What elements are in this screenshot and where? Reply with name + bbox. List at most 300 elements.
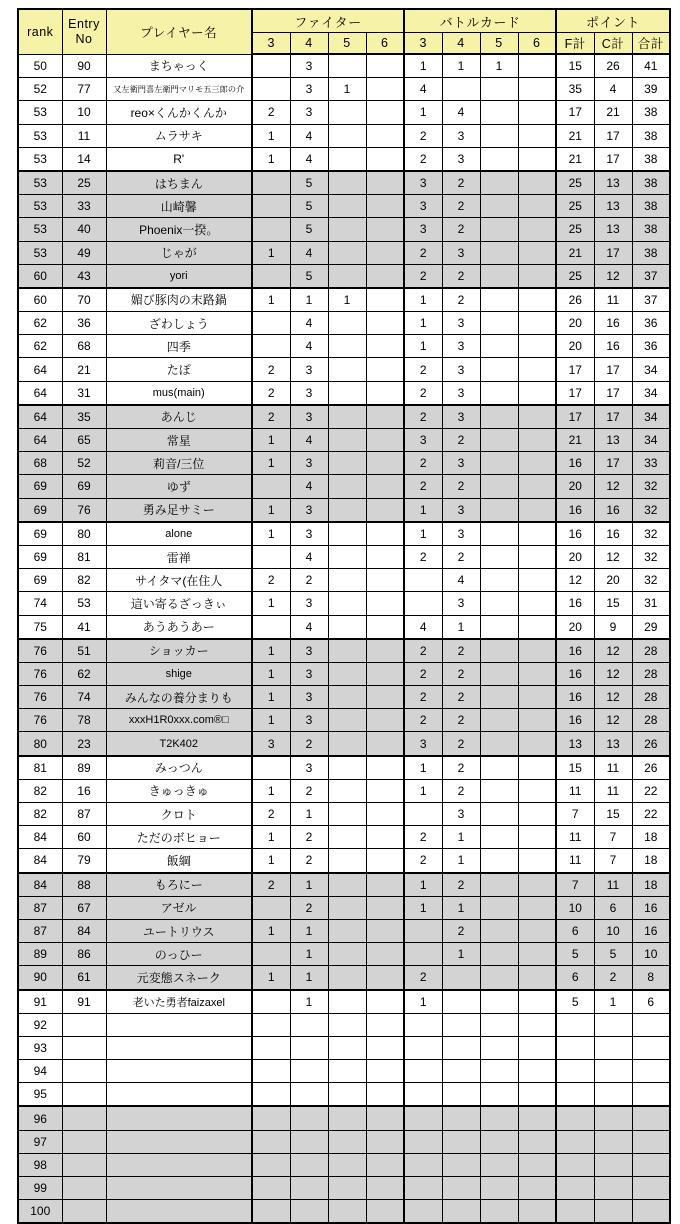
table-row	[18, 686, 670, 709]
cell-battlecard-6	[518, 756, 556, 780]
cell-battlecard-3: 2	[404, 686, 442, 709]
cell-fighter-5	[328, 475, 366, 498]
player-name-text: あうあうあー	[142, 620, 215, 635]
cell-battlecard-6	[518, 919, 556, 942]
column-header-player-name: プレイヤー名	[106, 9, 252, 54]
cell-fighter-5	[328, 381, 366, 405]
cell-rank: 94	[18, 1060, 62, 1083]
cell-fighter-4: 5	[290, 218, 328, 241]
cell-fighter-5	[328, 195, 366, 218]
cell-fighter-6	[366, 686, 404, 709]
cell-fighter-3: 2	[252, 358, 290, 381]
cell-battlecard-5	[480, 1200, 518, 1224]
cell-rank: 100	[18, 1200, 62, 1224]
table-row	[18, 709, 670, 732]
cell-fighter-6	[366, 732, 404, 756]
cell-fighter-total: 21	[556, 124, 594, 147]
cell-fighter-6	[366, 826, 404, 849]
cell-battlecard-5	[480, 288, 518, 312]
cell-fighter-5	[328, 1130, 366, 1153]
cell-entry-no	[62, 1106, 106, 1130]
cell-battlecard-3: 3	[404, 732, 442, 756]
header-group-row	[18, 9, 670, 33]
player-name-text: 勇み足サミー	[142, 503, 215, 518]
cell-fighter-4	[290, 1177, 328, 1200]
cell-fighter-3: 2	[252, 569, 290, 592]
cell-fighter-4: 3	[290, 381, 328, 405]
cell-fighter-total	[556, 1200, 594, 1224]
table-row	[18, 1200, 670, 1224]
player-name-text: shige	[165, 667, 192, 680]
cell-fighter-3: 1	[252, 522, 290, 546]
cell-battlecard-3: 1	[404, 756, 442, 780]
table-row	[18, 429, 670, 452]
cell-fighter-6	[366, 545, 404, 568]
cell-battlecard-5	[480, 1106, 518, 1130]
cell-battlecard-3: 1	[404, 101, 442, 124]
table-row	[18, 1106, 670, 1130]
table-row	[18, 101, 670, 124]
cell-battlecard-4	[442, 966, 480, 990]
cell-battlecard-3	[404, 919, 442, 942]
cell-entry-no: 89	[62, 756, 106, 780]
table-row	[18, 522, 670, 546]
cell-fighter-5	[328, 429, 366, 452]
cell-card-total: 17	[594, 241, 632, 264]
cell-battlecard-5	[480, 124, 518, 147]
cell-battlecard-4: 1	[442, 54, 480, 78]
cell-entry-no: 40	[62, 218, 106, 241]
player-name-text: ただのボヒョー	[136, 830, 221, 845]
cell-battlecard-6	[518, 826, 556, 849]
cell-player-name	[106, 732, 252, 756]
cell-fighter-3	[252, 1060, 290, 1083]
cell-grand-total	[632, 1177, 670, 1200]
cell-battlecard-4: 3	[442, 452, 480, 475]
cell-fighter-4: 3	[290, 452, 328, 475]
cell-battlecard-6	[518, 1200, 556, 1224]
cell-battlecard-4: 3	[442, 124, 480, 147]
cell-battlecard-5	[480, 101, 518, 124]
table-row	[18, 264, 670, 288]
cell-fighter-3: 1	[252, 147, 290, 171]
cell-battlecard-4: 3	[442, 522, 480, 546]
player-name-text: じゃが	[160, 246, 197, 261]
cell-battlecard-5	[480, 358, 518, 381]
player-name-text: 元変態スネーク	[136, 970, 221, 985]
cell-fighter-4: 1	[290, 990, 328, 1014]
cell-fighter-6	[366, 475, 404, 498]
cell-fighter-3	[252, 218, 290, 241]
cell-rank: 69	[18, 498, 62, 522]
cell-card-total: 12	[594, 709, 632, 732]
table-row	[18, 124, 670, 147]
cell-battlecard-6	[518, 241, 556, 264]
table-row	[18, 358, 670, 381]
cell-player-name	[106, 522, 252, 546]
cell-fighter-6	[366, 498, 404, 522]
cell-grand-total: 39	[632, 78, 670, 101]
player-name-text: もろにー	[154, 878, 203, 893]
cell-fighter-5	[328, 264, 366, 288]
cell-card-total: 12	[594, 686, 632, 709]
cell-grand-total	[632, 1036, 670, 1059]
cell-battlecard-6	[518, 429, 556, 452]
cell-battlecard-6	[518, 966, 556, 990]
cell-battlecard-4: 2	[442, 264, 480, 288]
cell-grand-total: 34	[632, 381, 670, 405]
cell-card-total: 21	[594, 101, 632, 124]
cell-battlecard-3: 2	[404, 826, 442, 849]
cell-fighter-4: 2	[290, 732, 328, 756]
table-row	[18, 452, 670, 475]
cell-battlecard-4: 2	[442, 709, 480, 732]
cell-battlecard-4: 2	[442, 732, 480, 756]
cell-battlecard-5	[480, 639, 518, 663]
cell-entry-no: 23	[62, 732, 106, 756]
cell-battlecard-5	[480, 1130, 518, 1153]
cell-battlecard-4: 1	[442, 896, 480, 919]
cell-fighter-6	[366, 405, 404, 429]
player-name-text: 老いた勇者faizaxel	[132, 996, 225, 1009]
cell-fighter-6	[366, 1177, 404, 1200]
cell-grand-total: 28	[632, 709, 670, 732]
table-row	[18, 592, 670, 615]
cell-battlecard-6	[518, 288, 556, 312]
cell-card-total: 12	[594, 639, 632, 663]
cell-card-total: 5	[594, 943, 632, 966]
cell-entry-no: 62	[62, 662, 106, 685]
cell-battlecard-4: 3	[442, 147, 480, 171]
cell-battlecard-4: 2	[442, 873, 480, 897]
cell-battlecard-3	[404, 1060, 442, 1083]
cell-card-total: 17	[594, 124, 632, 147]
cell-fighter-5	[328, 1060, 366, 1083]
cell-fighter-3	[252, 195, 290, 218]
cell-battlecard-5	[480, 756, 518, 780]
cell-fighter-4: 4	[290, 429, 328, 452]
cell-battlecard-3: 3	[404, 171, 442, 195]
cell-grand-total: 32	[632, 522, 670, 546]
player-name-text: Phoenix一揆。	[139, 222, 219, 237]
player-name-text: reo×くんかくんか	[130, 105, 227, 120]
cell-entry-no: 10	[62, 101, 106, 124]
cell-player-name	[106, 218, 252, 241]
cell-grand-total: 22	[632, 803, 670, 826]
cell-fighter-total: 16	[556, 498, 594, 522]
cell-battlecard-3: 2	[404, 966, 442, 990]
cell-battlecard-6	[518, 592, 556, 615]
cell-battlecard-4: 2	[442, 662, 480, 685]
cell-battlecard-4: 4	[442, 101, 480, 124]
table-body	[18, 54, 670, 1223]
cell-battlecard-5	[480, 966, 518, 990]
cell-battlecard-3: 1	[404, 522, 442, 546]
cell-player-name	[106, 78, 252, 101]
cell-battlecard-3: 1	[404, 335, 442, 358]
cell-fighter-6	[366, 709, 404, 732]
table-row	[18, 498, 670, 522]
cell-fighter-6	[366, 1130, 404, 1153]
cell-fighter-4: 3	[290, 54, 328, 78]
cell-battlecard-3: 3	[404, 218, 442, 241]
cell-grand-total: 38	[632, 195, 670, 218]
cell-fighter-5	[328, 686, 366, 709]
cell-battlecard-3: 2	[404, 147, 442, 171]
cell-battlecard-3	[404, 1177, 442, 1200]
cell-fighter-3: 1	[252, 966, 290, 990]
cell-battlecard-5	[480, 264, 518, 288]
cell-fighter-5	[328, 639, 366, 663]
cell-fighter-6	[366, 756, 404, 780]
cell-fighter-4: 3	[290, 639, 328, 663]
cell-rank: 75	[18, 615, 62, 639]
cell-fighter-3	[252, 756, 290, 780]
cell-battlecard-6	[518, 873, 556, 897]
cell-fighter-5	[328, 405, 366, 429]
player-name-text: 山崎馨	[160, 199, 197, 214]
cell-player-name	[106, 1013, 252, 1036]
cell-battlecard-6	[518, 405, 556, 429]
cell-player-name	[106, 498, 252, 522]
cell-fighter-6	[366, 592, 404, 615]
cell-battlecard-4: 2	[442, 171, 480, 195]
cell-fighter-5: 1	[328, 288, 366, 312]
cell-grand-total: 36	[632, 312, 670, 335]
cell-fighter-6	[366, 896, 404, 919]
cell-fighter-total: 15	[556, 756, 594, 780]
cell-player-name	[106, 335, 252, 358]
cell-fighter-4: 5	[290, 195, 328, 218]
table-row	[18, 218, 670, 241]
cell-battlecard-4	[442, 1013, 480, 1036]
player-name-text: アゼル	[160, 901, 197, 916]
cell-entry-no: 81	[62, 545, 106, 568]
cell-fighter-5	[328, 1153, 366, 1176]
cell-entry-no: 78	[62, 709, 106, 732]
cell-fighter-4: 3	[290, 358, 328, 381]
cell-fighter-5	[328, 1083, 366, 1107]
table-row	[18, 943, 670, 966]
cell-entry-no	[62, 1060, 106, 1083]
cell-rank: 60	[18, 288, 62, 312]
cell-fighter-5	[328, 569, 366, 592]
cell-battlecard-3	[404, 1013, 442, 1036]
cell-fighter-5	[328, 849, 366, 873]
cell-battlecard-3: 2	[404, 849, 442, 873]
cell-fighter-5	[328, 171, 366, 195]
cell-player-name	[106, 124, 252, 147]
cell-fighter-3: 1	[252, 826, 290, 849]
cell-fighter-3	[252, 475, 290, 498]
cell-player-name	[106, 147, 252, 171]
cell-battlecard-4: 2	[442, 288, 480, 312]
cell-entry-no: 16	[62, 779, 106, 802]
cell-fighter-4: 4	[290, 615, 328, 639]
cell-fighter-6	[366, 1036, 404, 1059]
cell-grand-total: 38	[632, 171, 670, 195]
cell-fighter-3	[252, 312, 290, 335]
cell-battlecard-5	[480, 1013, 518, 1036]
cell-grand-total: 37	[632, 288, 670, 312]
cell-fighter-5	[328, 990, 366, 1014]
cell-fighter-total: 5	[556, 990, 594, 1014]
cell-entry-no: 51	[62, 639, 106, 663]
player-name-text: クロト	[160, 807, 197, 822]
player-name-text: たぽ	[166, 363, 191, 378]
cell-fighter-6	[366, 312, 404, 335]
ranking-sheet	[17, 8, 663, 1224]
cell-fighter-3	[252, 264, 290, 288]
cell-fighter-6	[366, 241, 404, 264]
cell-entry-no	[62, 1200, 106, 1224]
cell-battlecard-6	[518, 1106, 556, 1130]
cell-battlecard-4: 3	[442, 381, 480, 405]
cell-battlecard-3	[404, 943, 442, 966]
cell-rank: 62	[18, 335, 62, 358]
cell-grand-total: 6	[632, 990, 670, 1014]
cell-battlecard-5	[480, 381, 518, 405]
cell-fighter-3: 1	[252, 919, 290, 942]
table-row	[18, 241, 670, 264]
table-row	[18, 826, 670, 849]
cell-battlecard-5	[480, 615, 518, 639]
cell-entry-no: 43	[62, 264, 106, 288]
cell-battlecard-3: 1	[404, 312, 442, 335]
cell-fighter-total: 21	[556, 147, 594, 171]
table-row	[18, 147, 670, 171]
player-name-text: xxxH1R0xxx.com®□	[128, 714, 229, 727]
player-name-text: のっひー	[154, 947, 203, 962]
cell-fighter-6	[366, 662, 404, 685]
cell-entry-no: 11	[62, 124, 106, 147]
cell-fighter-total	[556, 1060, 594, 1083]
cell-battlecard-3: 2	[404, 358, 442, 381]
cell-battlecard-4: 2	[442, 195, 480, 218]
cell-grand-total: 38	[632, 124, 670, 147]
cell-fighter-4: 4	[290, 312, 328, 335]
cell-battlecard-5	[480, 452, 518, 475]
cell-rank: 87	[18, 919, 62, 942]
cell-rank: 69	[18, 522, 62, 546]
player-name-text: 常星	[166, 433, 191, 448]
cell-battlecard-3: 1	[404, 896, 442, 919]
cell-battlecard-6	[518, 943, 556, 966]
cell-fighter-5	[328, 709, 366, 732]
cell-fighter-4	[290, 1083, 328, 1107]
cell-entry-no	[62, 1013, 106, 1036]
cell-entry-no: 90	[62, 54, 106, 78]
cell-entry-no: 35	[62, 405, 106, 429]
cell-fighter-6	[366, 522, 404, 546]
cell-battlecard-5	[480, 1036, 518, 1059]
cell-player-name	[106, 662, 252, 685]
cell-fighter-total: 7	[556, 873, 594, 897]
cell-card-total: 17	[594, 452, 632, 475]
cell-fighter-5	[328, 615, 366, 639]
cell-fighter-5	[328, 896, 366, 919]
cell-battlecard-3: 3	[404, 195, 442, 218]
cell-battlecard-4: 3	[442, 592, 480, 615]
cell-grand-total: 41	[632, 54, 670, 78]
cell-player-name	[106, 381, 252, 405]
cell-rank: 69	[18, 545, 62, 568]
cell-fighter-total: 20	[556, 545, 594, 568]
cell-entry-no: 77	[62, 78, 106, 101]
cell-battlecard-4	[442, 1153, 480, 1176]
cell-battlecard-6	[518, 569, 556, 592]
cell-entry-no: 67	[62, 896, 106, 919]
player-name-text: 四季	[166, 339, 191, 354]
cell-fighter-4: 5	[290, 171, 328, 195]
cell-battlecard-6	[518, 732, 556, 756]
cell-battlecard-4: 3	[442, 312, 480, 335]
player-name-text: ユートリウス	[142, 924, 215, 939]
cell-battlecard-5	[480, 849, 518, 873]
cell-fighter-6	[366, 1013, 404, 1036]
cell-card-total: 15	[594, 592, 632, 615]
cell-grand-total: 29	[632, 615, 670, 639]
cell-battlecard-4: 1	[442, 826, 480, 849]
cell-battlecard-5	[480, 1060, 518, 1083]
cell-rank: 69	[18, 569, 62, 592]
cell-fighter-4	[290, 1200, 328, 1224]
column-header-rank: rank	[18, 9, 62, 54]
cell-card-total: 2	[594, 966, 632, 990]
cell-player-name	[106, 452, 252, 475]
cell-battlecard-4	[442, 78, 480, 101]
column-header-fighter-3: 3	[252, 33, 290, 55]
cell-fighter-total: 25	[556, 195, 594, 218]
table-row	[18, 919, 670, 942]
cell-battlecard-3: 2	[404, 709, 442, 732]
cell-battlecard-5	[480, 826, 518, 849]
cell-battlecard-4: 1	[442, 849, 480, 873]
player-name-text: 這い寄るざっきぃ	[130, 596, 227, 611]
table-header	[18, 9, 670, 54]
cell-player-name	[106, 1130, 252, 1153]
cell-battlecard-6	[518, 779, 556, 802]
cell-fighter-total: 7	[556, 803, 594, 826]
cell-fighter-4: 1	[290, 288, 328, 312]
cell-card-total: 16	[594, 335, 632, 358]
cell-rank: 97	[18, 1130, 62, 1153]
cell-entry-no: 79	[62, 849, 106, 873]
cell-battlecard-5	[480, 732, 518, 756]
cell-player-name	[106, 171, 252, 195]
cell-entry-no: 68	[62, 335, 106, 358]
cell-battlecard-4	[442, 1036, 480, 1059]
ranking-table	[17, 8, 671, 1224]
cell-fighter-4: 3	[290, 592, 328, 615]
cell-rank: 95	[18, 1083, 62, 1107]
cell-battlecard-6	[518, 498, 556, 522]
cell-player-name	[106, 1177, 252, 1200]
cell-card-total: 12	[594, 545, 632, 568]
cell-rank: 93	[18, 1036, 62, 1059]
cell-fighter-3	[252, 54, 290, 78]
player-name-text: あんじ	[160, 410, 197, 425]
cell-fighter-total: 21	[556, 429, 594, 452]
cell-battlecard-5	[480, 498, 518, 522]
cell-fighter-4: 2	[290, 849, 328, 873]
cell-card-total: 13	[594, 429, 632, 452]
player-name-text: ざわしょう	[148, 316, 209, 331]
cell-fighter-total: 20	[556, 335, 594, 358]
cell-card-total: 15	[594, 803, 632, 826]
column-header-battlecard-4: 4	[442, 33, 480, 55]
cell-fighter-total: 21	[556, 241, 594, 264]
